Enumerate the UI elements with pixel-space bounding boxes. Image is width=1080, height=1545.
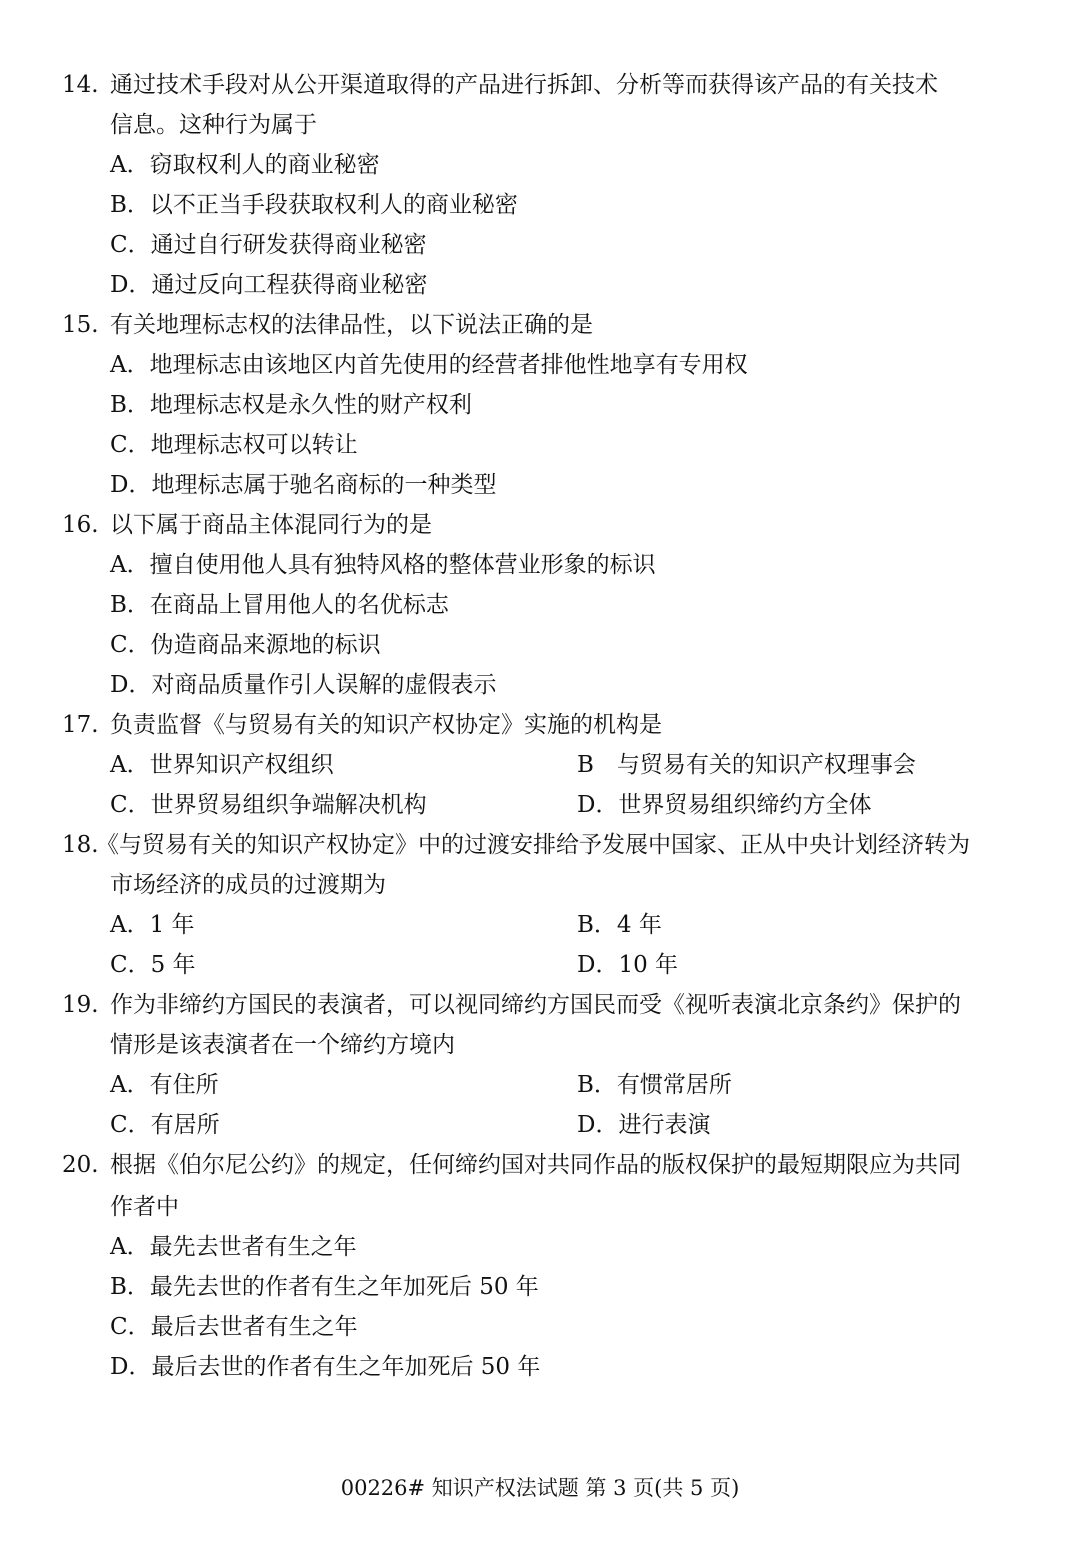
question-number: 18.: [62, 832, 99, 858]
question-stem-line: 情形是该表演者在一个缔约方境内: [110, 1032, 455, 1058]
question-stem-line: 通过技术手段对从公开渠道取得的产品进行拆卸、分析等而获得该产品的有关技术: [110, 72, 938, 98]
option-d: D．10 年: [577, 952, 679, 978]
option-b: B 与贸易有关的知识产权理事会: [577, 752, 916, 778]
option-d: D．地理标志属于驰名商标的一种类型: [110, 472, 497, 498]
option-b: B．以不正当手段获取权利人的商业秘密: [110, 192, 518, 218]
option-c: C．通过自行研发获得商业秘密: [110, 232, 427, 258]
question-stem-line: 信息。这种行为属于: [110, 112, 317, 138]
page-footer: 00226# 知识产权法试题 第 3 页(共 5 页): [340, 1476, 740, 1500]
question-stem-line: 根据《伯尔尼公约》的规定，任何缔约国对共同作品的版权保护的最短期限应为共同: [110, 1152, 961, 1178]
option-c: C．世界贸易组织争端解决机构: [110, 792, 427, 818]
option-c: C．最后去世者有生之年: [110, 1314, 358, 1340]
question-number: 14.: [62, 72, 99, 98]
question-stem-line: 作者中: [110, 1194, 179, 1220]
question-number: 20.: [62, 1152, 99, 1178]
question-number: 19.: [62, 992, 99, 1018]
option-c: C．有居所: [110, 1112, 220, 1138]
option-a: A．世界知识产权组织: [110, 752, 334, 778]
option-a: A．地理标志由该地区内首先使用的经营者排他性地享有专用权: [110, 352, 748, 378]
option-b: B．最先去世的作者有生之年加死后 50 年: [110, 1274, 539, 1300]
option-a: A．最先去世者有生之年: [110, 1234, 357, 1260]
option-c: C．地理标志权可以转让: [110, 432, 358, 458]
option-d: D．最后去世的作者有生之年加死后 50 年: [110, 1354, 541, 1380]
question-stem-line: 《与贸易有关的知识产权协定》中的过渡安排给予发展中国家、正从中央计划经济转为: [96, 832, 970, 858]
option-d: D．通过反向工程获得商业秘密: [110, 272, 428, 298]
question-stem-line: 负责监督《与贸易有关的知识产权协定》实施的机构是: [110, 712, 662, 738]
option-b: B．在商品上冒用他人的名优标志: [110, 592, 449, 618]
option-d: D．进行表演: [577, 1112, 711, 1138]
option-b: B．4 年: [577, 912, 662, 938]
option-b: B．地理标志权是永久性的财产权利: [110, 392, 472, 418]
option-a: A．擅自使用他人具有独特风格的整体营业形象的标识: [110, 552, 656, 578]
option-a: A．有住所: [110, 1072, 219, 1098]
question-stem-line: 市场经济的成员的过渡期为: [110, 872, 386, 898]
option-d: D．世界贸易组织缔约方全体: [577, 792, 872, 818]
option-a: A．1 年: [110, 912, 195, 938]
question-stem-line: 以下属于商品主体混同行为的是: [110, 512, 432, 538]
option-a: A．窃取权利人的商业秘密: [110, 152, 380, 178]
question-stem-line: 有关地理标志权的法律品性，以下说法正确的是: [110, 312, 593, 338]
question-number: 16.: [62, 512, 99, 538]
option-d: D．对商品质量作引人误解的虚假表示: [110, 672, 497, 698]
question-number: 17.: [62, 712, 99, 738]
option-c: C．伪造商品来源地的标识: [110, 632, 381, 658]
option-b: B．有惯常居所: [577, 1072, 732, 1098]
question-number: 15.: [62, 312, 99, 338]
option-c: C．5 年: [110, 952, 196, 978]
question-stem-line: 作为非缔约方国民的表演者，可以视同缔约方国民而受《视听表演北京条约》保护的: [110, 992, 961, 1018]
